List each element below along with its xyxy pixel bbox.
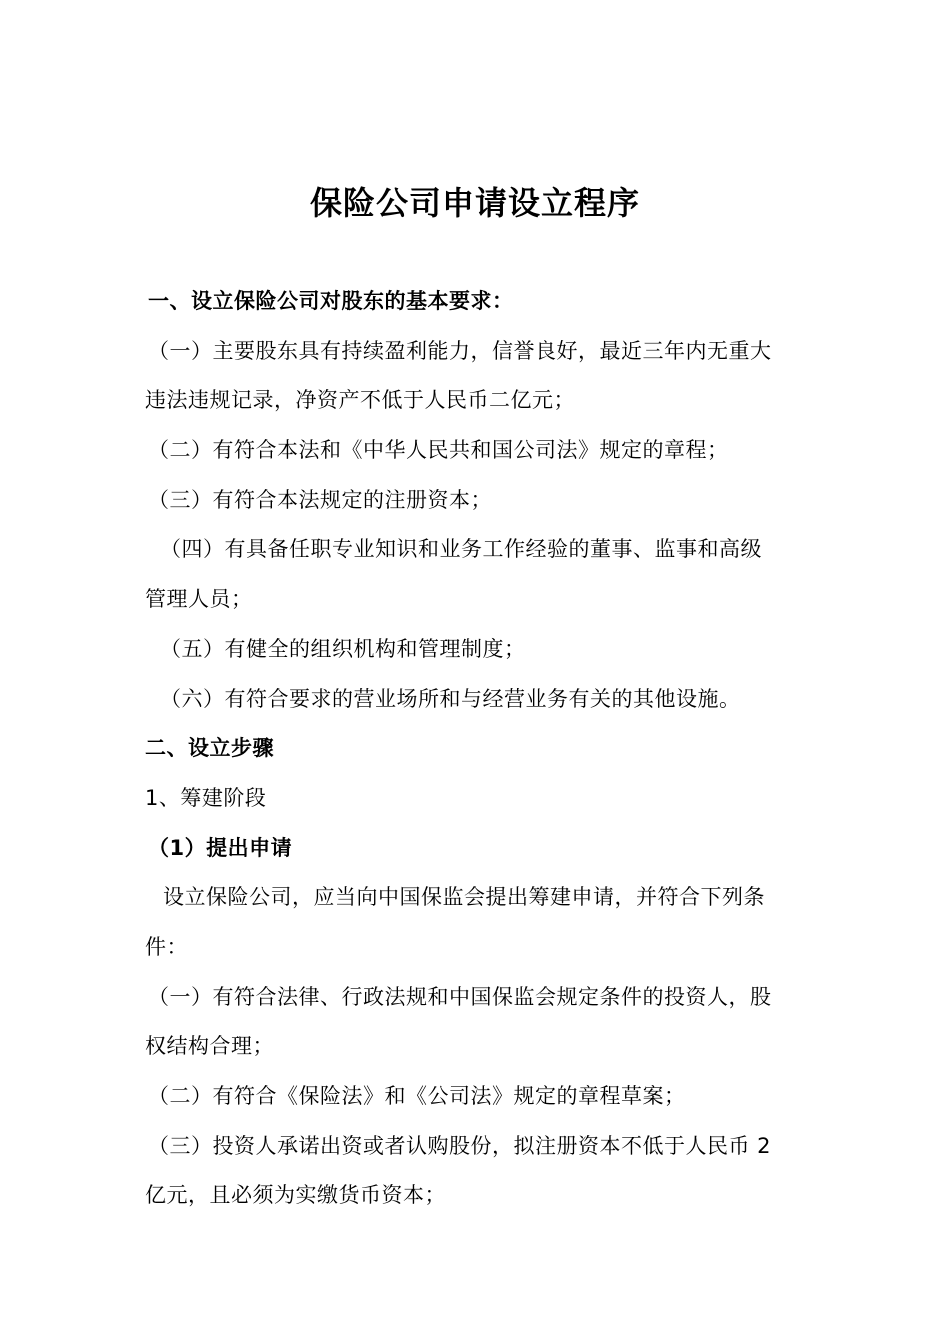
paragraph-line: （一）有符合法律、行政法规和中国保监会规定条件的投资人，股: [148, 985, 772, 1009]
document-title: 保险公司申请设立程序: [309, 184, 640, 222]
subsection-heading: 1、筹建阶段: [145, 786, 267, 810]
paragraph-line: （三）有符合本法规定的注册资本；: [148, 488, 492, 512]
paragraph-line: 设立保险公司，应当向中国保监会提出筹建申请，并符合下列条: [163, 885, 765, 909]
paragraph-line: （六）有符合要求的营业场所和与经营业务有关的其他设施。: [160, 687, 741, 711]
section-heading-2: 二、设立步骤: [145, 736, 274, 760]
paragraph-line: （一）主要股东具有持续盈利能力，信誉良好，最近三年内无重大: [148, 339, 772, 363]
paragraph-line: 管理人员；: [145, 587, 253, 611]
paragraph-line: （四）有具备任职专业知识和业务工作经验的董事、监事和高级: [160, 537, 762, 561]
paragraph-line: 亿元，且必须为实缴货币资本；: [145, 1183, 446, 1207]
section-heading-1: 一、设立保险公司对股东的基本要求：: [148, 289, 514, 313]
subsection-heading-bold: （1）提出申请: [148, 836, 293, 860]
paragraph-line: （五）有健全的组织机构和管理制度；: [160, 637, 526, 661]
paragraph-line: （三）投资人承诺出资或者认购股份，拟注册资本不低于人民币 2: [148, 1134, 772, 1158]
paragraph-line: 违法违规记录，净资产不低于人民币二亿元；: [145, 388, 575, 412]
paragraph-line: 件：: [145, 935, 188, 959]
paragraph-line: 权结构合理；: [145, 1034, 274, 1058]
paragraph-line: （二）有符合本法和《中华人民共和国公司法》规定的章程；: [148, 438, 729, 462]
paragraph-line: （二）有符合《保险法》和《公司法》规定的章程草案；: [148, 1084, 686, 1108]
